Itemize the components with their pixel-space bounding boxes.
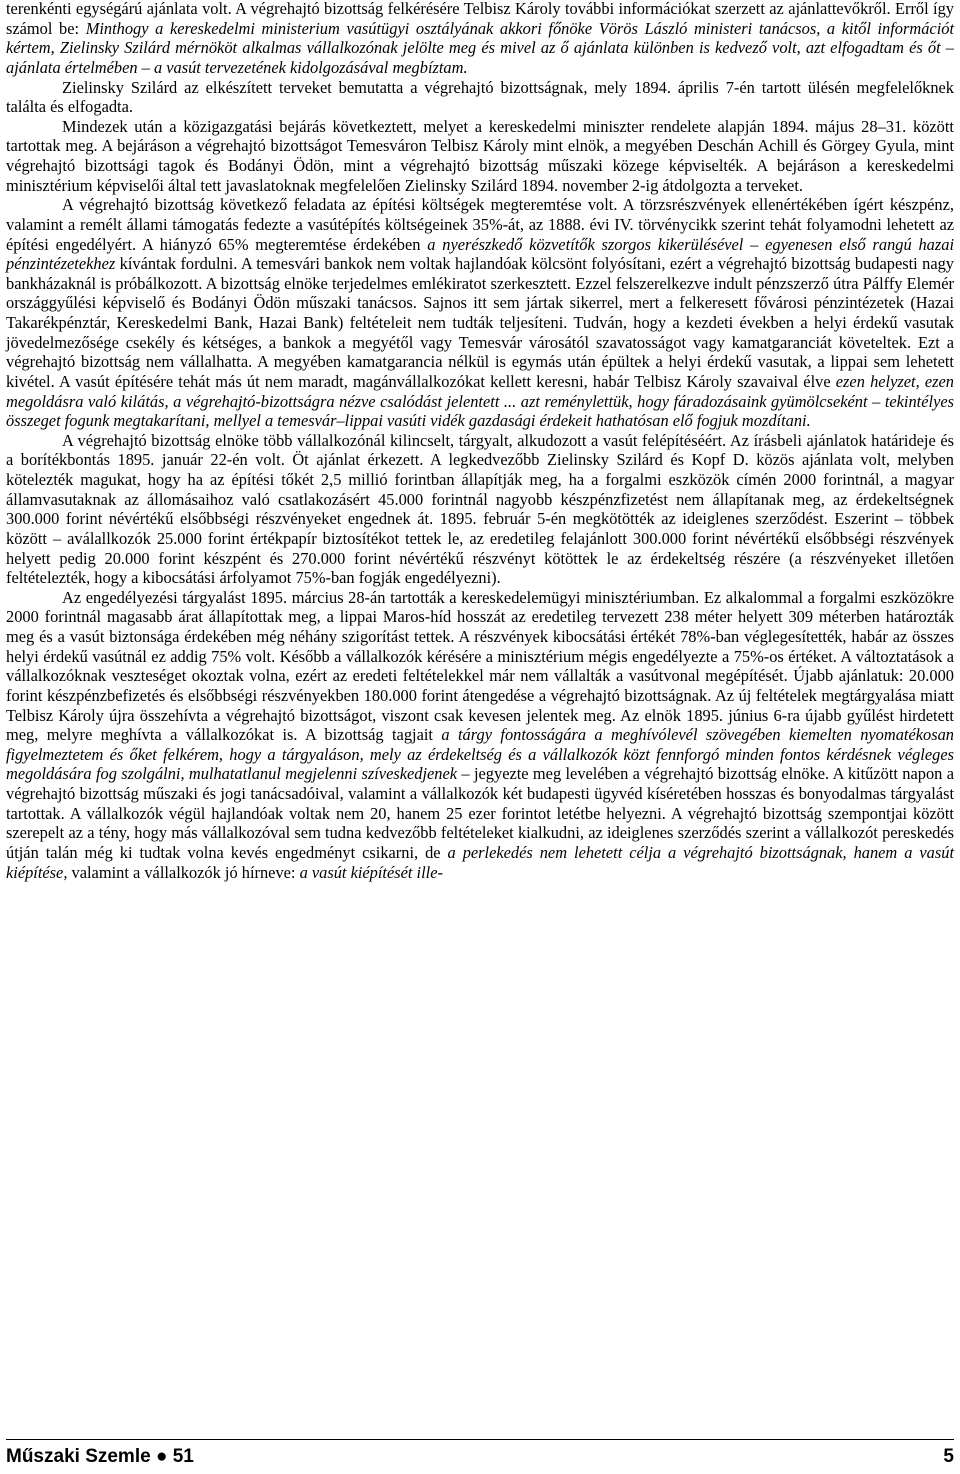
page-footer: [6, 1445, 954, 1471]
body-paragraph: [6, 117, 954, 196]
paragraph-text: valamint a vállalkozók jó hírneve:: [67, 862, 300, 882]
italic-quote-text: a perlekedés nem lehetett célja a végrehajtó bizottságnak, hanem a vasút kiépítése,: [6, 842, 954, 882]
italic-quote-text: a tárgy fontosságára a meghívólevél szövegében kiemelten nyomatékosan figyelmeztetem és őket felkérem, hogy a tárgyaláson, mely az érdekeltség és a vállalkozók közt fennforgó minden fontos kérdésnek végleges megoldására fog szolgálni, mulhatatlanul megjelenni szíveskedjenek: [6, 725, 954, 784]
body-paragraph: [6, 195, 954, 431]
paragraph-text: A végrehajtó bizottság következő feladata az építési költségek megteremtése volt. A törzsrészvények ellenértékében ígért készpénz, valamint a remélt állami támogatás fedezte a vasútépítés költségeinek 35%-át, az 1888. évi IV. törvénycikk szerint tehát folyamodni lehetett az építési engedélyért. A hiányzó 65% megteremtése érdekében: [6, 195, 954, 254]
italic-quote-text: a vasút kiépítését ille-: [299, 862, 443, 882]
document-page: [6, 0, 954, 882]
footer-rule: [6, 1439, 954, 1440]
paragraph-text: terenkénti egységárú ajánlata volt. A végrehajtó bizottság felkérésére Telbisz Károly további információkat szerzett az ajánlattevőkről. Erről így számol be:: [6, 0, 954, 38]
body-paragraph: [6, 588, 954, 882]
italic-quote-text: Minthogy a kereskedelmi ministerium vasútügyi osztályának akkori főnöke Vörös László ministeri tanácsos, a kitől információt kértem, Zielinsky Szilárd mérnököt alkalmas vállalkozónak jelölte meg és mivel az ő ajánlata különben is kedvező volt, azt elfogadtam és őt – ajánlata értelmében – a vasút tervezetének kidolgozásával megbíztam.: [6, 18, 954, 77]
page-number: 5: [943, 1446, 954, 1467]
body-paragraph: [6, 78, 954, 117]
italic-quote-text: ezen helyzet, ezen megoldásra való kilátás, a végrehajtó-bizottságra nézve csalódást jelentett ... azt reménylettük, hogy fáradozásaink gyümölcseként – tekintélyes összeget fogunk megtakarítani, mellyel a temesvár–lippai vasúti vidék gazdasági érdekeit hathatósan elő fogjuk mozdítani.: [6, 371, 954, 431]
body-paragraph: [6, 0, 954, 78]
journal-issue: Műszaki Szemle ● 51: [6, 1446, 194, 1467]
paragraph-text: Mindezek után a közigazgatási bejárás következtett, melyet a kereskedelmi miniszter rendelete alapján 1894. május 28–31. között tartottak meg. A bejáráson a végrehajtó bizottságot Temesváron Telbisz Károly mint elnök, a megyében Deschán Achill és Görgey Gyula, mint végrehajtó bizottsági tagok és Bodányi Ödön, mint a végrehajtó bizottság műszaki közege képviselték. A bejáráson a kereskedelmi minisztérium képviselői által tett javaslatoknak megfelelően Zielinsky Szilárd 1894. november 2-ig átdolgozta a terveket.: [6, 116, 954, 195]
paragraph-text: Az engedélyezési tárgyalást 1895. március 28-án tartották a kereskedelemügyi minisztériumban. Ez alkalommal a forgalmi eszközökre 2000 forintnál magasabb árat állapítottak meg, a lippai Maros-híd hosszát az eredetileg tervezett 238 méter helyett 309 méterben határozták meg és a vasút biztonsága érdekében még néhány szigorítást tettek. A részvények kibocsátási értékét 78%-ban véglegesítették, habár az összes helyi érdekű vasútnál ez addig 75% volt. Később a vállalkozók kérésére a minisztérium mégis engedélyezte a 75%-os értéket. A változtatások a vállalkozóknak veszteséget okoztak volna, ezért az eredeti feltételekkel már nem vállalták a vasútvonal megépítését. Újabb ajánlatuk: 20.000 forint készpénzbefizetés és elsőbbségi részvényekben 180.000 forint átengedése a végrehajtó bizottságnak. Az új feltételek megtárgyalása miatt Telbisz Károly újra összehívta a végrehajtó bizottságot, viszont csak kevesen jelentek meg. Az elnök 1895. június 6-ra újabb gyűlést hirdetett meg, melyre meghívta a vállalkozókat is. A bizottság tagjait: [6, 587, 954, 745]
body-paragraph: [6, 431, 954, 588]
paragraph-text: kívántak fordulni. A temesvári bankok nem voltak hajlandóak kölcsönt folyósítani, ezért a végrehajtó bizottság budapesti nagy bankházaknál is próbálkozott. A bizottság elnöke terjedelmes emlékiratot szerkesztett. Ezzel felszerelkezve indult pénzszerző útra Pálffy Elemér országgyűlési képviselő és Bodányi Ödön műszaki tanácsos. Sajnos itt sem jártak sikerrel, mert a felkeresett fővárosi pénzintézetek (Hazai Takarékpénztár, Kereskedelmi Bank, Hazai Bank) feltételeit nem tudták teljesíteni. Tudván, hogy a kezdeti években a helyi érdekű vasutak jövedelmezősége csekély és kétséges, a bankok a megyétől vagy Temesvár városától szavatosságot vagy kamatgaranciát követeltek. Ezt a végrehajtó bizottság nem vállalhatta. A megyében kamatgarancia nélkül is egymás után épültek a helyi érdekű vasutak, a lippai sem lehetett kivétel. A vasút építésére tehát más út nem maradt, magánvállalkozókat kellett keresni, habár Telbisz Károly szavaival élve: [6, 254, 954, 391]
paragraph-text: A végrehajtó bizottság elnöke több vállalkozónál kilincselt, tárgyalt, alkudozott a vasút felépítéséért. Az írásbeli ajánlatok határideje és a borítékbontás 1895. január 22-én volt. Öt ajánlat érkezett. A legkedvezőbb Zielinsky Szilárd és Kopf D. közös ajánlata volt, melyben kötelezték magukat, hogy ha az építési tőkét 2,5 millió forintban állapítják meg, ha a forgalmi eszközök címén 2000 forintnál, a magyar államvasutaknak az állomásaihoz való csatlakozásért 45.000 forintnál nagyobb készpénzfizetést nem állapítanak meg, az érdekeltségnek 300.000 forint névértékű elsőbbségi részvényeket engednek át. 1895. február 5-én megkötötték az ideiglenes szerződést. Eszerint – többek között – aválallkozók 25.000 forint értékpapír biztosítékot tettek le, az eredetileg felajánlott 300.000 forint névértékű elsőbbségi részvények helyett pedig 20.000 forint készpént és 270.000 forint névértékű részvényt kötöttek le az érdekeltség részére (a részvényeket illetően feltételezték, hogy a kibocsátási árfolyamot 75%-ban fogják engedélyezni).: [6, 430, 954, 588]
paragraph-text: Zielinsky Szilárd az elkészített terveket bemutatta a végrehajtó bizottságnak, mely 1894. április 7-én tartott ülésén megfelelőknek találta és elfogadta.: [6, 77, 954, 117]
italic-quote-text: a nyerészkedő közvetítők szorgos kikerülésével – egyenesen első rangú hazai pénzintézetekhez: [6, 234, 954, 274]
paragraph-text: – jegyezte meg levelében a végrehajtó bizottság elnöke. A kitűzött napon a végrehajtó bizottság műszaki és jogi tanácsadóival, valamint a vállalkozók két budapesti ügyvéd kíséretében hosszas és bonyodalmas tárgyalást tartottak. A vállalkozók végül hajlandóak voltak nem 20, hanem 25 ezer forintot letétbe helyezni. A végrehajtó bizottság szempontjai között szerepelt az a tény, hogy más vállalkozóval sem tudna kedvezőbb feltételeket kialkudni, az ideiglenes szerződés szerint a vállalkozót pereskedés útján talán még ki tudtak volna kevés engedményt csikarni, de: [6, 764, 954, 862]
